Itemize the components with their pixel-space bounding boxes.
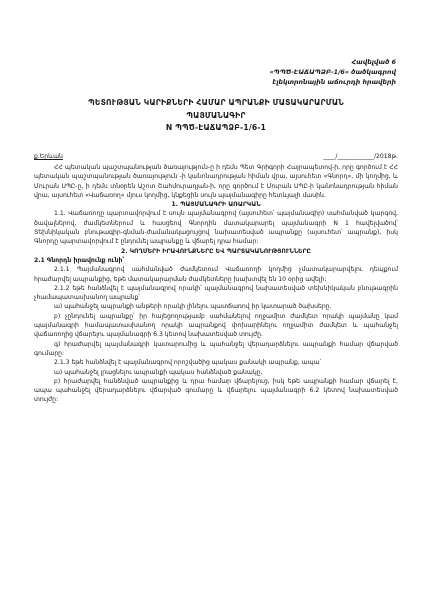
clause-2-1-2: 2.1.2 եթե հանձնվել է պայմանագրով որակի՝ պայմանագրով նախատեսված տեխնիկական բնութագրին չհամապատասխանող ապրանք՝ bbox=[34, 284, 398, 302]
section-2-heading: 2. ԿՈՂՄԵՐԻ ԻՐԱՎՈՒՆՔՆԵՐԸ ԵՎ ՊԱՐՏԱԿԱՆՈՒԹՅՈՒՆՆԵՐԸ bbox=[121, 247, 311, 255]
clause-2-1: 2.1 Գնորդն իրավունք ունի՝ bbox=[34, 256, 125, 264]
section-1-heading: 1. ՊԱՅՄԱՆԱԳՐԻ ԱՌԱՐԿԱՆ bbox=[171, 201, 261, 209]
title-line-2: ՊԱՅՄԱՆԱԳԻՐ bbox=[186, 110, 246, 120]
annex-line-2: «ՊՊԾ-ԷԱՃԱՊՁԲ-1/6» ծածկագրով bbox=[269, 69, 396, 76]
clause-2-1-3-a: ա) պահանջել լրացնելու ապրանքի պակաս հանձնված քանակը, bbox=[54, 368, 263, 376]
clause-1-1: 1.1. Վաճառողը պարտավորվում է սույն պայմանագրով (այսուհետ՝ պայմանագիր) սահմանված կարգով, ծավալներով, ժամկետներում և հասցեով Գնորդին մատակարարել պայմանագրի N 1 հավելվածով՝ Տեխնիկական բնութագիր-գնման-ժամանակացույցով նախատեսված ապրանքը (այսուհետ՝ ապրանք), իսկ Գնորդը պարտավորվում է ընդունել ապրանքը և վճարել դրա համար: bbox=[34, 210, 398, 246]
clause-2-1-1: 2.1.1 Պայմանագրով սահմանված ժամկետում Վաճառողի կողմից չմատակարարվելու դեպքում հրաժարվել ապրանքից, եթե մատակարարման ժամկետները խախտվել են 10 օրից ավելի: bbox=[34, 266, 398, 283]
clause-2-1-2-a: ա) պահանջել ապրանքի անթերի որակի լինելու պատճառով իր կատարած ծախսերը. bbox=[54, 303, 332, 311]
title-line-3: N ՊՊԾ-ԷԱՃԱՊՁԲ-1/6-1 bbox=[165, 123, 267, 132]
annex-line-1: Հավելված 6 bbox=[351, 59, 396, 66]
clause-2-1-2-b: բ) չընդունել ապրանքը՝ իր հայեցողությամբ սահմանելով ողջամիտ ժամկետ որակի պայմանը կամ պայմանագրի համապատասխանող որակի ապրանքով փոխարինելու ողջամիտ ժամկետ և պահանջել վաճառողից վճարելու պայմանագրի 6.3 կետով նախատեսված տույժը. bbox=[34, 312, 398, 339]
clause-2-1-2-c: գ) հրաժարվել պայմանագրի կատարումից և պահանջել վերադարձնելու ապրանքի համար վճարված գումարը: bbox=[34, 340, 398, 357]
document-body bbox=[34, 152, 398, 405]
clause-2-1-3: 2.1.3 եթե հանձնվել է պայմանագրով որոշվածից պակաս քանակի ապրանք, ապա՝ bbox=[54, 359, 322, 367]
title-line-1: ՊԵՏՈՒԹՅԱՆ ԿԱՐԻՔՆԵՐԻ ՀԱՄԱՐ ԱՊՐԱՆՔԻ ՄԱՏԱԿԱՐԱՐՄԱՆ bbox=[88, 98, 344, 107]
annex-line-3: էլեկտրոնային աճուրդի հրավերի bbox=[272, 79, 396, 86]
document-title bbox=[34, 97, 398, 135]
intro-paragraph: ՀՀ պետական պաշտպանության ծառայություն-ը ի դեմս Պետ Գրիգորի Հայրապետով-ի, որը գործում է ՀՀ պետական պաշտպանության ծառայություն -ի կանոնադրության հիման վրա, այսուհետ «Գնորդ», մի կողմից, և Մուրան ՍՊԸ-ը, ի դեմս տնօրեն Աշոտ Շահմուրադյան-ի, որը գործում է Մուրան ՍՊԸ-ի կանոնադրության հիման վրա, այսուհետ «Վաճառող» մյուս կողմից, կնքեցին սույն պայմանագիրը հետևյալի մասին. bbox=[34, 164, 398, 199]
date: ____/____________/2018թ. bbox=[323, 153, 398, 160]
place-date-row bbox=[34, 152, 398, 163]
place: ք.Երևան bbox=[34, 153, 63, 160]
annex-note bbox=[270, 58, 396, 88]
clause-2-1-3-b: բ) հրաժարվել հանձնված ապրանքից և դրա համար վճարելուց, իսկ եթե ապրանքի համար վճարել է, ապա պահանջել վերադարձնելու վճարված գումարը և վճարելու պայմանագրի 6.2 կետով նախատեսված տույժը: bbox=[34, 377, 398, 404]
